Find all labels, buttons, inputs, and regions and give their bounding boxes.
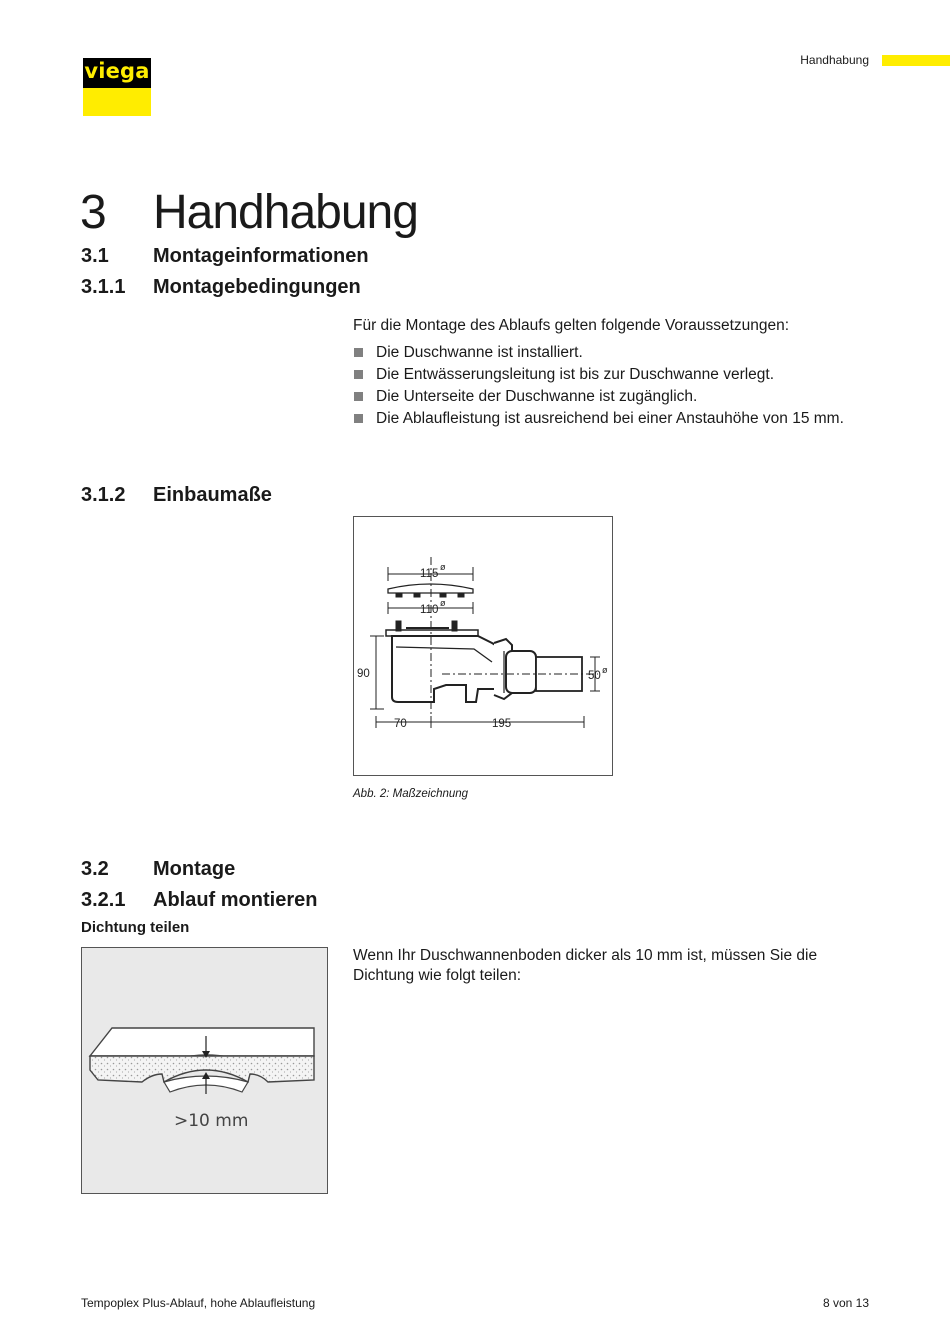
dim-115-label: 115	[420, 568, 439, 580]
subsection-title: Einbaumaße	[153, 484, 272, 506]
dim-110-label: 110	[420, 604, 439, 616]
dim-90-label: 90	[357, 668, 370, 680]
subsection-number: 3.1.1	[81, 276, 126, 298]
list-item: Die Entwässerungsleitung ist bis zur Duschwanne verlegt.	[353, 364, 844, 386]
intro-paragraph: Für die Montage des Ablaufs gelten folgende Voraussetzungen:	[353, 317, 790, 334]
section-number: 3.1	[81, 245, 109, 267]
bullet-square-icon	[354, 392, 363, 401]
subsection-title: Ablauf montieren	[153, 889, 318, 911]
footer-product: Tempoplex Plus-Ablauf, hohe Ablaufleistung	[81, 1296, 316, 1310]
seal-thickness-svg	[82, 948, 327, 1193]
figure-caption: Abb. 2: Maßzeichnung	[353, 788, 469, 800]
section-number: 3.2	[81, 858, 109, 880]
running-head: Handhabung	[800, 53, 869, 67]
list-item: Die Duschwanne ist installiert.	[353, 342, 844, 364]
drain-dimension-svg	[354, 517, 612, 775]
dimension-drawing	[353, 516, 613, 776]
diameter-sign: ø	[440, 598, 446, 608]
running-head-bar	[882, 55, 950, 66]
dim-50-label: 50	[588, 670, 601, 682]
seal-split-illustration	[81, 947, 328, 1194]
viega-logo	[83, 58, 151, 116]
list-item: Die Ablaufleistung ist ausreichend bei einer Anstauhöhe von 15 mm.	[353, 408, 844, 430]
logo-black-band	[83, 58, 151, 88]
diameter-sign: ø	[602, 665, 608, 675]
thickness-label: >10 mm	[174, 1111, 249, 1131]
bullet-square-icon	[354, 348, 363, 357]
dim-195-label: 195	[492, 718, 512, 730]
requirements-list	[353, 342, 844, 430]
subsection-number: 3.1.2	[81, 484, 126, 506]
page-number: 8 von 13	[822, 1296, 869, 1310]
bullet-square-icon	[354, 414, 363, 423]
subsection-number: 3.2.1	[81, 889, 126, 911]
section-title: Montageinformationen	[153, 245, 369, 267]
chapter-number: 3	[80, 186, 106, 239]
step-heading: Dichtung teilen	[81, 919, 190, 936]
list-item: Die Unterseite der Duschwanne ist zugänglich.	[353, 386, 844, 408]
instruction-paragraph: Wenn Ihr Duschwannenboden dicker als 10 mm ist, müssen Sie die Dichtung wie folgt teilen:	[353, 947, 818, 984]
section-title: Montage	[153, 858, 236, 880]
chapter-title: Handhabung	[153, 186, 418, 239]
bullet-square-icon	[354, 370, 363, 379]
dim-70-label: 70	[394, 718, 407, 730]
subsection-title: Montagebedingungen	[153, 276, 361, 298]
logo-text: viega	[84, 59, 150, 83]
diameter-sign: ø	[440, 562, 446, 572]
logo-yellow-band	[83, 88, 151, 116]
